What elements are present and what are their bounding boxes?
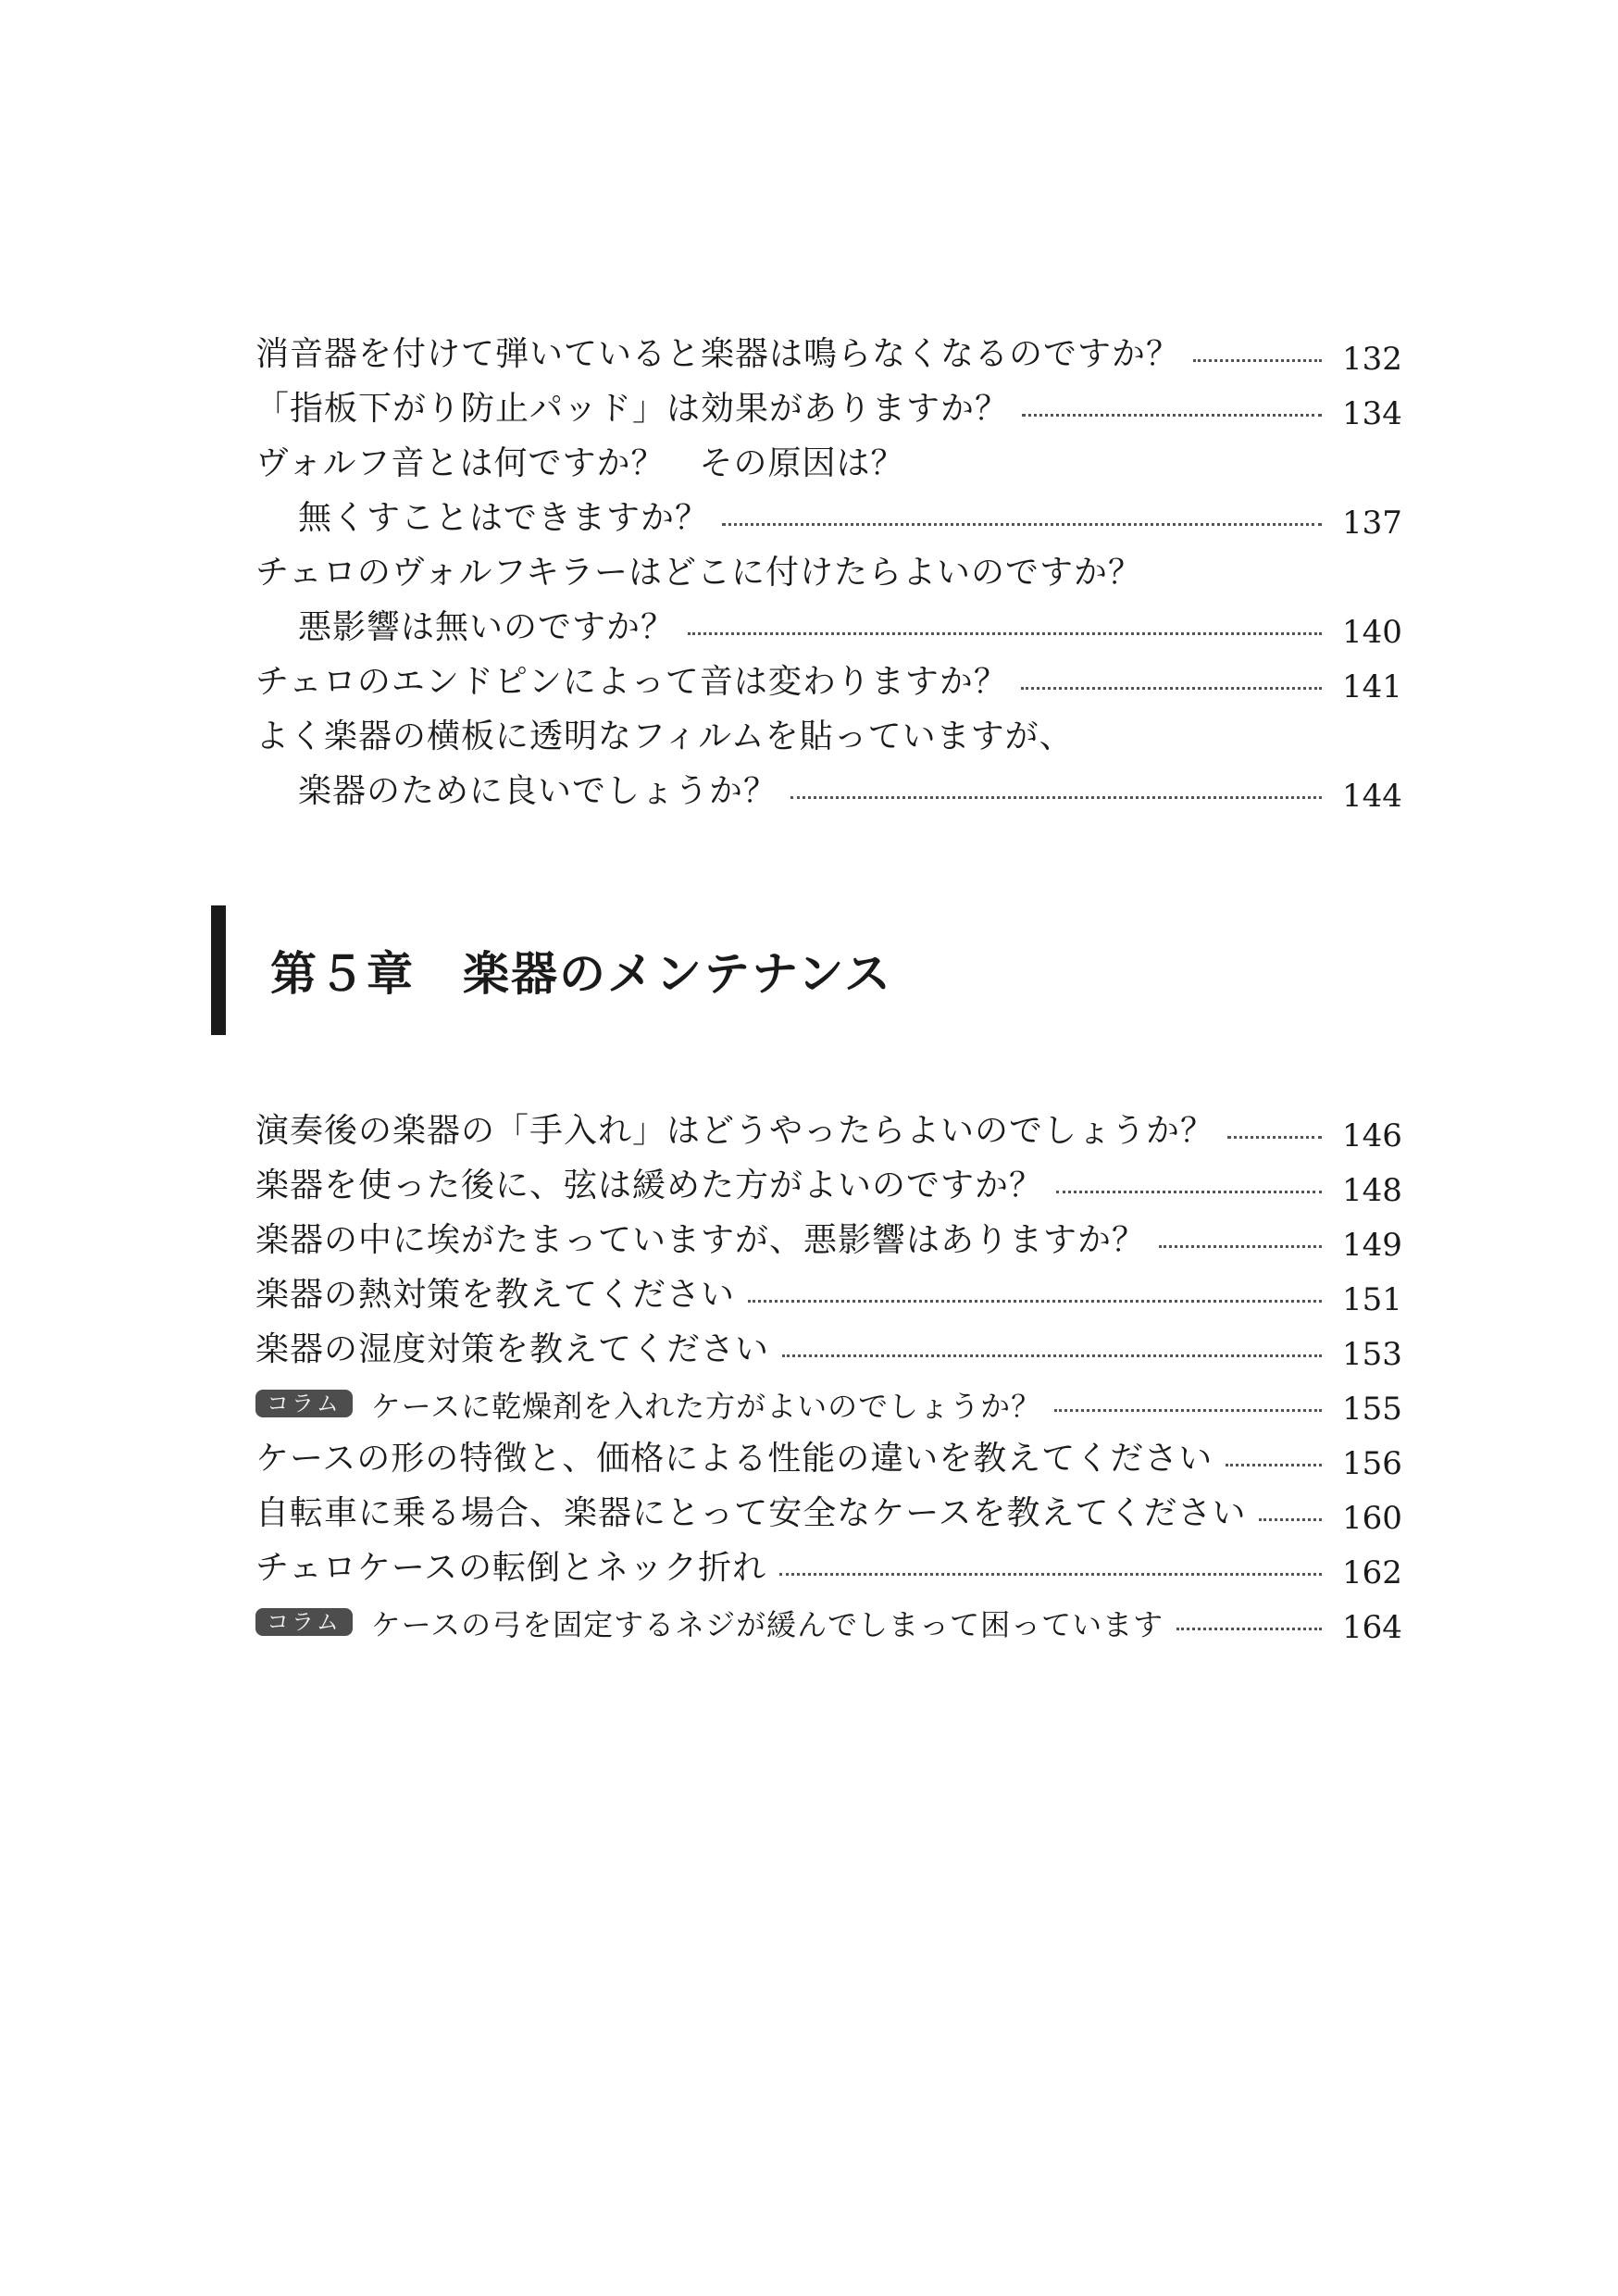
toc-entry[interactable] [255, 377, 1402, 432]
toc-entry[interactable] [255, 322, 1402, 378]
dot-leader [1227, 1135, 1322, 1139]
toc-entry-title: チェロのエンドピンによって音は変わりますか？ [255, 663, 1008, 701]
toc-section-2 [255, 1099, 1402, 1646]
toc-entry-title: ケースに乾燥剤を入れた方がよいのでしょうか？ [370, 1389, 1042, 1424]
toc-entry-title: 楽器の中に埃がたまっていますが、悪影響はありますか？ [255, 1221, 1147, 1259]
toc-entry-page: 132 [1342, 341, 1402, 378]
dot-leader [748, 1299, 1322, 1303]
dot-leader [790, 795, 1322, 799]
toc-entry-title: 自転車に乗る場合、楽器にとって安全なケースを教えてください [255, 1494, 1247, 1532]
toc-entry-title: よく楽器の横板に透明なフィルムを貼っていますが、 [255, 718, 1074, 755]
chapter-heading[interactable] [211, 905, 1229, 1035]
toc-entry-page: 137 [1342, 505, 1402, 542]
toc-entry-title: ヴォルフ音とは何ですか？ その原因は？ [255, 444, 905, 482]
dot-leader [722, 522, 1322, 526]
column-badge: コラム [255, 1608, 353, 1636]
toc-entry[interactable] [255, 1099, 1402, 1154]
toc-entry-title: チェロのヴォルフキラーはどこに付けたらよいのですか？ [255, 554, 1143, 592]
chapter-bar [211, 905, 226, 1035]
toc-entry-page: 134 [1342, 395, 1402, 432]
toc-entry-first-line[interactable] [255, 705, 1396, 759]
toc-entry-title: 楽器の湿度対策を教えてください [255, 1330, 770, 1368]
toc-entry-continuation[interactable] [255, 595, 1402, 651]
dot-leader [1176, 1627, 1322, 1630]
toc-entry-continuation[interactable] [255, 759, 1402, 815]
toc-entry[interactable] [255, 1154, 1402, 1209]
column-badge: コラム [255, 1390, 353, 1417]
dot-leader [1021, 686, 1322, 690]
toc-entry-page: 164 [1342, 1609, 1402, 1646]
toc-entry[interactable] [255, 1536, 1402, 1591]
dot-leader [782, 1354, 1322, 1357]
toc-entry-title: 「指板下がり防止パッド」は効果がありますか？ [255, 390, 1010, 428]
toc-section-1 [255, 322, 1402, 815]
toc-entry[interactable] [255, 1481, 1402, 1537]
toc-entry-page: 160 [1342, 1500, 1402, 1537]
toc-entry[interactable] [255, 1208, 1402, 1264]
toc-entry[interactable] [255, 1263, 1402, 1318]
toc-entry-title: 楽器のために良いでしょうか？ [298, 772, 778, 810]
toc-entry[interactable] [255, 1427, 1402, 1482]
toc-entry-title: 悪影響は無いのですか？ [298, 608, 676, 646]
toc-entry-column[interactable] [255, 1372, 1402, 1428]
dot-leader [1022, 413, 1322, 417]
toc-entry-title: ケースの形の特徴と、価格による性能の違いを教えてください [255, 1440, 1214, 1478]
dot-leader [1054, 1408, 1322, 1412]
toc-entry-page: 149 [1342, 1227, 1402, 1264]
dot-leader [1159, 1244, 1322, 1248]
toc-entry-title: 消音器を付けて弾いていると楽器は鳴らなくなるのですか？ [255, 335, 1181, 373]
toc-entry-column[interactable] [255, 1591, 1402, 1646]
toc-entry-title: ケースの弓を固定するネジが緩んでしまって困っています [370, 1607, 1164, 1642]
toc-entry-page: 146 [1342, 1117, 1402, 1154]
toc-entry-title: 演奏後の楽器の「手入れ」はどうやったらよいのでしょうか？ [255, 1112, 1215, 1150]
toc-entry-page: 141 [1342, 668, 1402, 705]
toc-entry-page: 156 [1342, 1445, 1402, 1482]
chapter-title: 第５章 楽器のメンテナンス [270, 947, 892, 1001]
toc-entry-page: 151 [1342, 1281, 1402, 1318]
dot-leader [1193, 358, 1322, 362]
toc-entry[interactable] [255, 650, 1402, 705]
dot-leader [1226, 1463, 1322, 1466]
toc-entry-title: 楽器の熱対策を教えてください [255, 1276, 736, 1314]
toc-entry-page: 155 [1342, 1391, 1402, 1428]
toc-entry-page: 140 [1342, 614, 1402, 651]
toc-entry-continuation[interactable] [255, 486, 1402, 542]
dot-leader [1259, 1517, 1322, 1521]
toc-entry-page: 153 [1342, 1336, 1402, 1373]
toc-entry-page: 162 [1342, 1554, 1402, 1591]
toc-entry-first-line[interactable] [255, 431, 1396, 486]
toc-entry-title: チェロケースの転倒とネック折れ [255, 1549, 767, 1587]
toc-entry-first-line[interactable] [255, 541, 1396, 595]
toc-entry-title: 無くすことはできますか？ [298, 499, 710, 537]
toc-entry-title: 楽器を使った後に、弦は緩めた方がよいのですか？ [255, 1167, 1044, 1204]
toc-entry[interactable] [255, 1317, 1402, 1373]
dot-leader [688, 631, 1322, 635]
toc-entry-page: 148 [1342, 1172, 1402, 1209]
toc-entry-page: 144 [1342, 778, 1402, 815]
dot-leader [779, 1572, 1322, 1576]
dot-leader [1056, 1190, 1322, 1193]
